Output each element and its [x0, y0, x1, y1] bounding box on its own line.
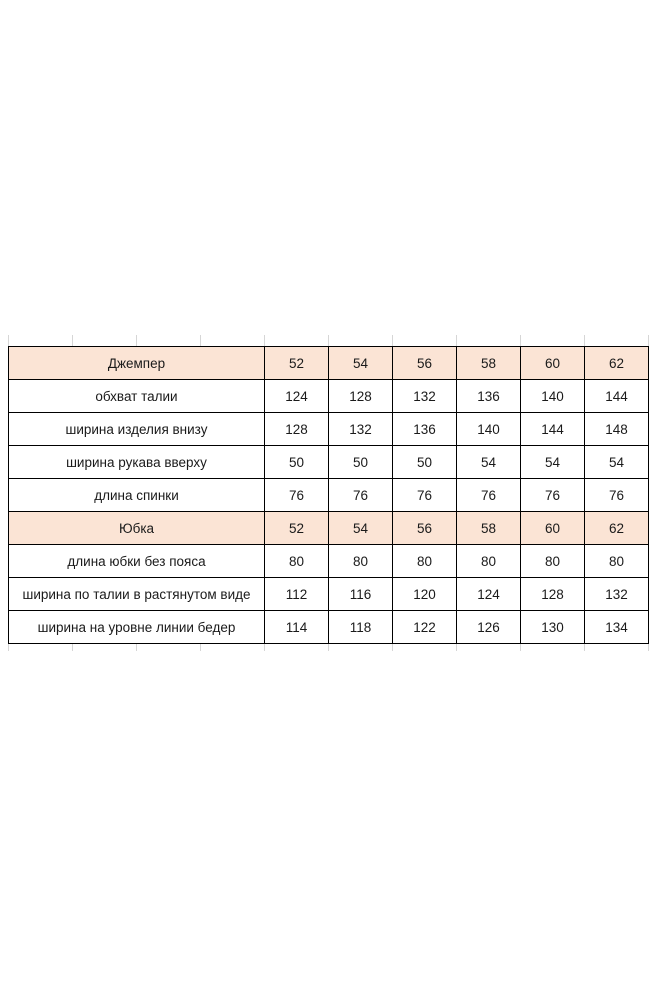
- size-header-cell: 54: [329, 347, 393, 380]
- measurement-value: 122: [393, 611, 457, 644]
- gridline-stub: [584, 644, 585, 651]
- measurement-value: 128: [265, 413, 329, 446]
- size-header-cell: 52: [265, 512, 329, 545]
- measurement-value: 144: [521, 413, 585, 446]
- measurement-value: 76: [265, 479, 329, 512]
- gridline-stub: [200, 644, 201, 651]
- gridline-stub: [648, 644, 649, 651]
- measurement-value: 80: [521, 545, 585, 578]
- section-title: Джемпер: [9, 347, 265, 380]
- measurement-value: 80: [265, 545, 329, 578]
- gridline-stub: [456, 335, 457, 346]
- measurement-value: 50: [329, 446, 393, 479]
- measurement-value: 50: [393, 446, 457, 479]
- section-header-row: [9, 347, 649, 380]
- section-header-row: [9, 512, 649, 545]
- measurement-label: длина юбки без пояса: [9, 545, 265, 578]
- measurement-value: 120: [393, 578, 457, 611]
- measurement-value: 76: [457, 479, 521, 512]
- measurement-row: [9, 545, 649, 578]
- size-header-cell: 62: [585, 347, 649, 380]
- gridline-stub: [136, 644, 137, 651]
- gridline-stub: [328, 335, 329, 346]
- measurement-value: 130: [521, 611, 585, 644]
- size-header-cell: 56: [393, 347, 457, 380]
- measurement-value: 144: [585, 380, 649, 413]
- measurement-value: 116: [329, 578, 393, 611]
- size-header-cell: 58: [457, 512, 521, 545]
- measurement-label: ширина изделия внизу: [9, 413, 265, 446]
- gridline-stub: [392, 644, 393, 651]
- measurement-label: длина спинки: [9, 479, 265, 512]
- measurement-value: 114: [265, 611, 329, 644]
- gridline-stub: [520, 335, 521, 346]
- measurement-label: ширина рукава вверху: [9, 446, 265, 479]
- gridline-stub: [200, 335, 201, 346]
- gridline-stub: [520, 644, 521, 651]
- measurement-value: 50: [265, 446, 329, 479]
- size-chart-sheet: [8, 335, 650, 651]
- measurement-row: [9, 479, 649, 512]
- gridline-stub: [392, 335, 393, 346]
- measurement-label: ширина на уровне линии бедер: [9, 611, 265, 644]
- measurement-value: 132: [329, 413, 393, 446]
- measurement-value: 118: [329, 611, 393, 644]
- measurement-value: 132: [585, 578, 649, 611]
- measurement-value: 112: [265, 578, 329, 611]
- measurement-value: 140: [457, 413, 521, 446]
- measurement-value: 54: [521, 446, 585, 479]
- gridline-stub: [648, 335, 649, 346]
- size-header-cell: 56: [393, 512, 457, 545]
- measurement-value: 124: [265, 380, 329, 413]
- measurement-value: 136: [457, 380, 521, 413]
- size-chart-table: [8, 346, 649, 644]
- section-title: Юбка: [9, 512, 265, 545]
- gridline-stub: [456, 644, 457, 651]
- measurement-value: 80: [393, 545, 457, 578]
- measurement-value: 80: [585, 545, 649, 578]
- measurement-value: 54: [457, 446, 521, 479]
- measurement-value: 136: [393, 413, 457, 446]
- measurement-row: [9, 380, 649, 413]
- measurement-value: 76: [521, 479, 585, 512]
- measurement-value: 128: [329, 380, 393, 413]
- measurement-label: ширина по талии в растянутом виде: [9, 578, 265, 611]
- gridline-stub: [8, 644, 9, 651]
- gridline-stub: [136, 335, 137, 346]
- gridline-stub: [72, 335, 73, 346]
- size-header-cell: 62: [585, 512, 649, 545]
- size-header-cell: 58: [457, 347, 521, 380]
- measurement-value: 132: [393, 380, 457, 413]
- measurement-value: 134: [585, 611, 649, 644]
- gridline-stub: [264, 644, 265, 651]
- measurement-value: 76: [329, 479, 393, 512]
- measurement-value: 126: [457, 611, 521, 644]
- measurement-value: 80: [329, 545, 393, 578]
- gridline-stub: [328, 644, 329, 651]
- measurement-value: 76: [585, 479, 649, 512]
- gridline-stub: [8, 335, 9, 346]
- measurement-value: 128: [521, 578, 585, 611]
- gridline-stub: [264, 335, 265, 346]
- measurement-row: [9, 611, 649, 644]
- measurement-label: обхват талии: [9, 380, 265, 413]
- gridline-stub: [72, 644, 73, 651]
- size-header-cell: 52: [265, 347, 329, 380]
- measurement-value: 140: [521, 380, 585, 413]
- measurement-value: 76: [393, 479, 457, 512]
- measurement-value: 54: [585, 446, 649, 479]
- measurement-row: [9, 413, 649, 446]
- size-header-cell: 60: [521, 347, 585, 380]
- measurement-row: [9, 446, 649, 479]
- measurement-value: 80: [457, 545, 521, 578]
- measurement-value: 148: [585, 413, 649, 446]
- size-header-cell: 54: [329, 512, 393, 545]
- size-header-cell: 60: [521, 512, 585, 545]
- gridline-stub: [584, 335, 585, 346]
- measurement-row: [9, 578, 649, 611]
- measurement-value: 124: [457, 578, 521, 611]
